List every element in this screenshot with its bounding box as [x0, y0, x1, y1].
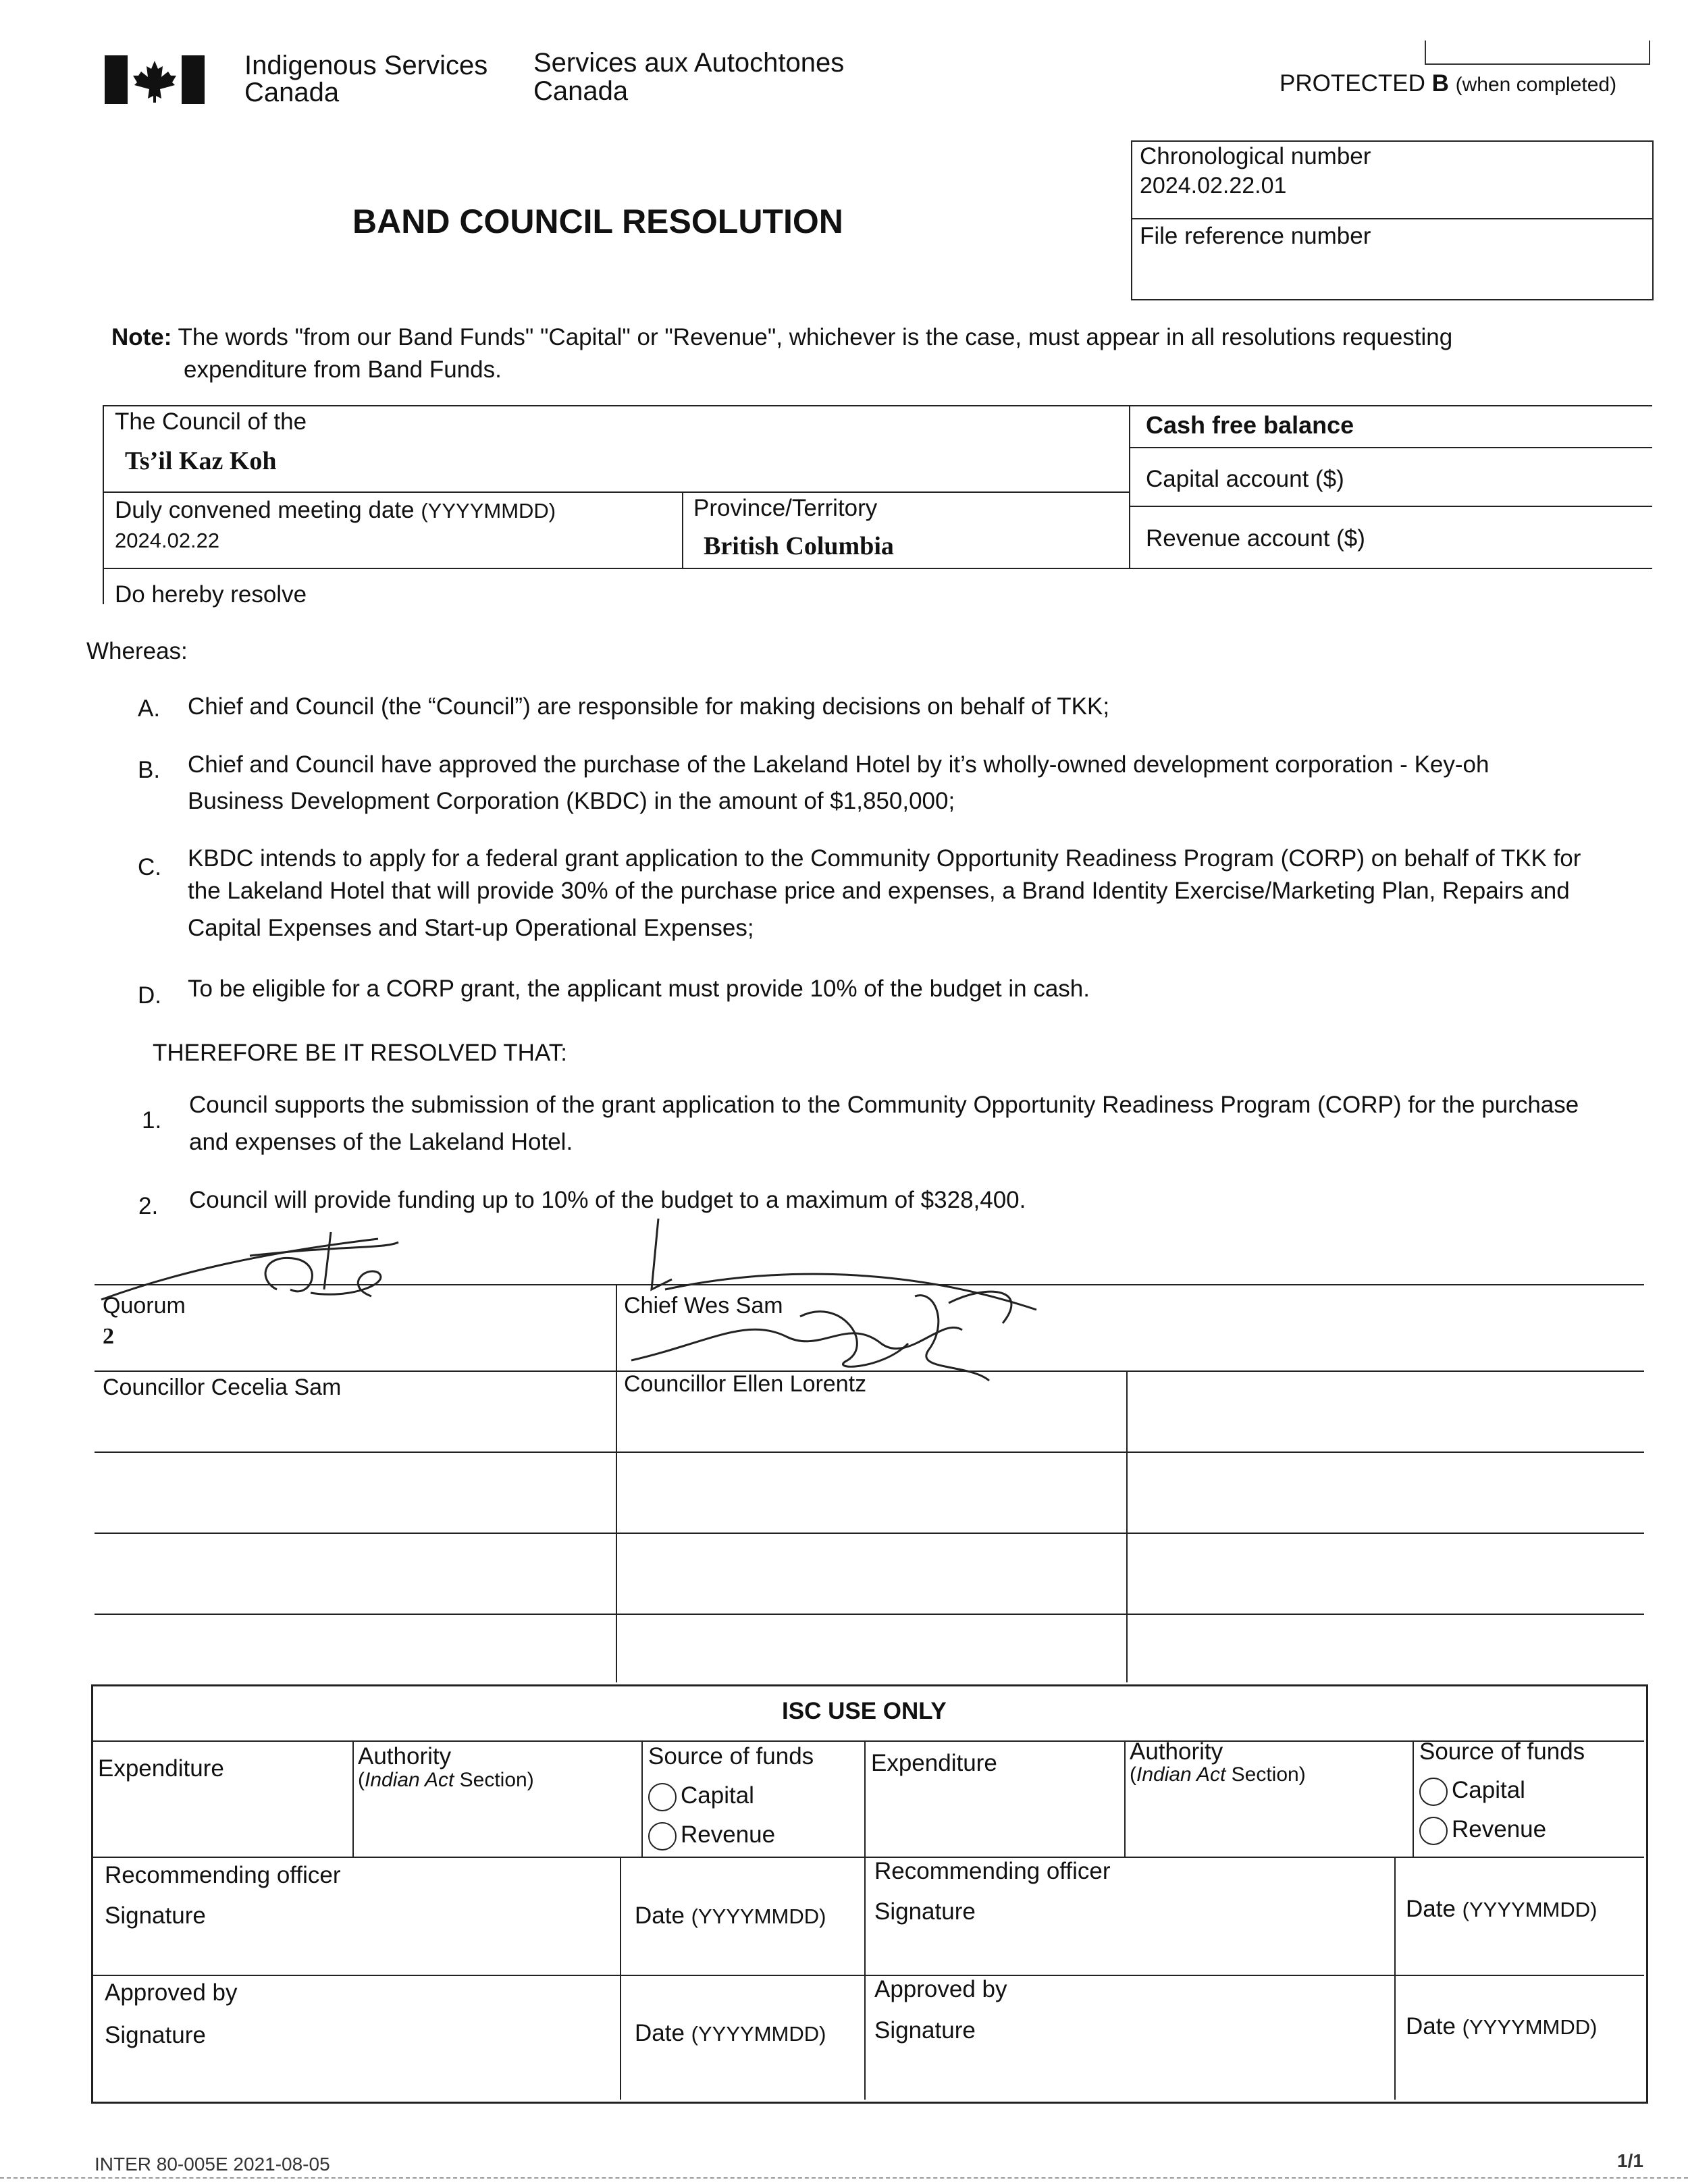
date-label-right: Date [1406, 1896, 1456, 1922]
isc-left-approved-label: Approved by [105, 1979, 238, 2006]
file-reference-label: File reference number [1140, 223, 1371, 249]
isc-left-recommending-label: Recommending officer [105, 1862, 341, 1888]
protected-suffix: (when completed) [1455, 74, 1617, 96]
whereas-letter-a: A. [138, 695, 161, 722]
isc-left-expenditure-label: Expenditure [98, 1755, 224, 1782]
date-label-approved-right: Date [1406, 2013, 1456, 2040]
indian-act-italic-right: Indian Act [1136, 1763, 1226, 1786]
isc-left-revenue-option[interactable] [648, 1821, 775, 1850]
capital-account-label: Capital account ($) [1146, 466, 1344, 492]
authority-section-right: Section) [1231, 1763, 1306, 1786]
cash-free-balance-title: Cash free balance [1146, 411, 1354, 439]
councillor-1-name: Councillor Cecelia Sam [103, 1375, 342, 1400]
chronological-number-label: Chronological number [1140, 143, 1371, 169]
note-line1 [111, 324, 1452, 351]
council-of-label: The Council of the [115, 408, 307, 435]
page-title: BAND COUNCIL RESOLUTION [352, 203, 843, 240]
isc-right-source-label: Source of funds [1419, 1738, 1585, 1765]
date-label-approved: Date [635, 2020, 685, 2046]
page-number: 1/1 [1617, 2150, 1643, 2171]
isc-left-recommending-date [635, 1902, 826, 1929]
protected-level: B [1431, 70, 1449, 97]
department-name-fr-line2: Canada [533, 76, 629, 106]
isc-right-approved-label: Approved by [874, 1976, 1007, 2002]
resolution-number-2: 2. [138, 1193, 159, 1219]
date-format-approved: (YYYYMMDD) [691, 2022, 826, 2046]
meeting-date-label-text: Duly convened meeting date [115, 497, 415, 523]
date-label: Date [635, 1902, 685, 1929]
isc-left-recommending-signature: Signature [105, 1902, 206, 1929]
whereas-b-line2: Business Development Corporation (KBDC) in the amount of $1,850,000; [188, 788, 955, 814]
revenue-account-label: Revenue account ($) [1146, 525, 1365, 552]
whereas-c-line1: KBDC intends to apply for a federal grant application to the Community Opportunity Readiness Program (CORP) on behalf of TKK for [188, 845, 1581, 872]
department-name-en-line2: Canada [244, 78, 340, 107]
revenue-radio[interactable] [648, 1822, 677, 1850]
quorum-value[interactable]: 2 [103, 1324, 114, 1349]
resolution-1-line2: and expenses of the Lakeland Hotel. [189, 1129, 573, 1155]
isc-right-authority-label: Authority [1130, 1738, 1223, 1765]
isc-use-only-box [91, 1684, 1648, 2104]
whereas-heading: Whereas: [86, 638, 188, 664]
province-value[interactable]: British Columbia [704, 532, 894, 560]
councillor-2-name: Councillor Ellen Lorentz [624, 1371, 867, 1397]
canada-flag-logo [105, 55, 205, 104]
department-name-fr-line1: Services aux Autochtones [533, 48, 845, 78]
isc-left-authority-label: Authority [358, 1743, 452, 1769]
province-label: Province/Territory [693, 495, 878, 521]
capital-radio-label-right: Capital [1452, 1777, 1525, 1803]
form-number: INTER 80-005E 2021-08-05 [95, 2154, 330, 2175]
whereas-letter-d: D. [138, 982, 161, 1009]
resolution-1-line1: Council supports the submission of the grant application to the Community Opportunity Readiness Program (CORP) for the purchase [189, 1092, 1579, 1118]
meeting-date-label [115, 497, 556, 524]
note-label: Note: [111, 324, 172, 350]
isc-left-approved-signature: Signature [105, 2022, 206, 2048]
council-name[interactable]: Ts’il Kaz Koh [125, 447, 277, 475]
whereas-letter-c: C. [138, 854, 161, 880]
stamp-box-fragment [1425, 41, 1650, 65]
chief-name: Chief Wes Sam [624, 1293, 783, 1319]
isc-right-approved-signature: Signature [874, 2017, 976, 2044]
whereas-b-line1: Chief and Council have approved the purchase of the Lakeland Hotel by it’s wholly-owned development corporation - Key-oh [188, 751, 1489, 778]
isc-left-authority-act: (Indian Act Section) [358, 1769, 534, 1791]
chief-signature-scribble [625, 1215, 1043, 1384]
revenue-radio-right[interactable] [1419, 1817, 1448, 1845]
note-text-line2: expenditure from Band Funds. [184, 356, 502, 383]
isc-left-approved-date [635, 2020, 826, 2047]
capital-radio-right[interactable] [1419, 1778, 1448, 1806]
whereas-letter-b: B. [138, 757, 161, 783]
whereas-a-line1: Chief and Council (the “Council”) are responsible for making decisions on behalf of TKK; [188, 693, 1110, 720]
indian-act-italic: Indian Act [365, 1769, 454, 1791]
do-hereby-resolve: Do hereby resolve [115, 581, 307, 608]
isc-right-expenditure-label: Expenditure [871, 1750, 997, 1776]
isc-right-capital-option[interactable] [1419, 1777, 1525, 1806]
isc-right-revenue-option[interactable] [1419, 1816, 1546, 1845]
department-name-en-line1: Indigenous Services [244, 51, 488, 80]
whereas-c-line3: Capital Expenses and Start-up Operational Expenses; [188, 915, 754, 941]
date-format-right: (YYYYMMDD) [1462, 1898, 1598, 1921]
therefore-heading: THEREFORE BE IT RESOLVED THAT: [153, 1040, 567, 1066]
isc-right-recommending-date [1406, 1896, 1597, 1923]
isc-right-approved-date [1406, 2013, 1597, 2040]
meeting-date-format: (YYYYMMDD) [421, 499, 556, 523]
date-format-approved-right: (YYYYMMDD) [1462, 2015, 1598, 2039]
resolution-2-line1: Council will provide funding up to 10% of the budget to a maximum of $328,400. [189, 1187, 1026, 1213]
revenue-radio-label: Revenue [681, 1821, 776, 1848]
isc-right-recommending-label: Recommending officer [874, 1858, 1111, 1884]
protected-classification [1280, 70, 1616, 97]
isc-use-only-title: ISC USE ONLY [782, 1698, 947, 1724]
meeting-date-value[interactable]: 2024.02.22 [115, 529, 220, 552]
revenue-radio-label-right: Revenue [1452, 1816, 1547, 1842]
quorum-signature-scribble [95, 1225, 405, 1313]
protected-prefix: PROTECTED [1280, 70, 1425, 97]
note-text-line1: The words "from our Band Funds" "Capital" or "Revenue", whichever is the case, must appear in all resolutions requesting [178, 324, 1453, 350]
quorum-label: Quorum [103, 1293, 186, 1319]
isc-left-source-label: Source of funds [648, 1743, 814, 1769]
isc-left-capital-option[interactable] [648, 1782, 754, 1811]
capital-radio-label: Capital [681, 1782, 754, 1809]
capital-radio[interactable] [648, 1783, 677, 1811]
isc-right-authority-act: (Indian Act Section) [1130, 1763, 1306, 1786]
whereas-c-line2: the Lakeland Hotel that will provide 30% of the purchase price and expenses, a Brand Identity Exercise/Marketing Plan, Repairs and [188, 878, 1570, 904]
whereas-d-line1: To be eligible for a CORP grant, the applicant must provide 10% of the budget in cash. [188, 976, 1090, 1002]
chronological-number-value: 2024.02.22.01 [1140, 173, 1287, 198]
authority-section: Section) [459, 1769, 534, 1791]
date-format: (YYYYMMDD) [691, 1905, 826, 1928]
resolution-number-1: 1. [142, 1107, 162, 1134]
isc-right-recommending-signature: Signature [874, 1898, 976, 1925]
